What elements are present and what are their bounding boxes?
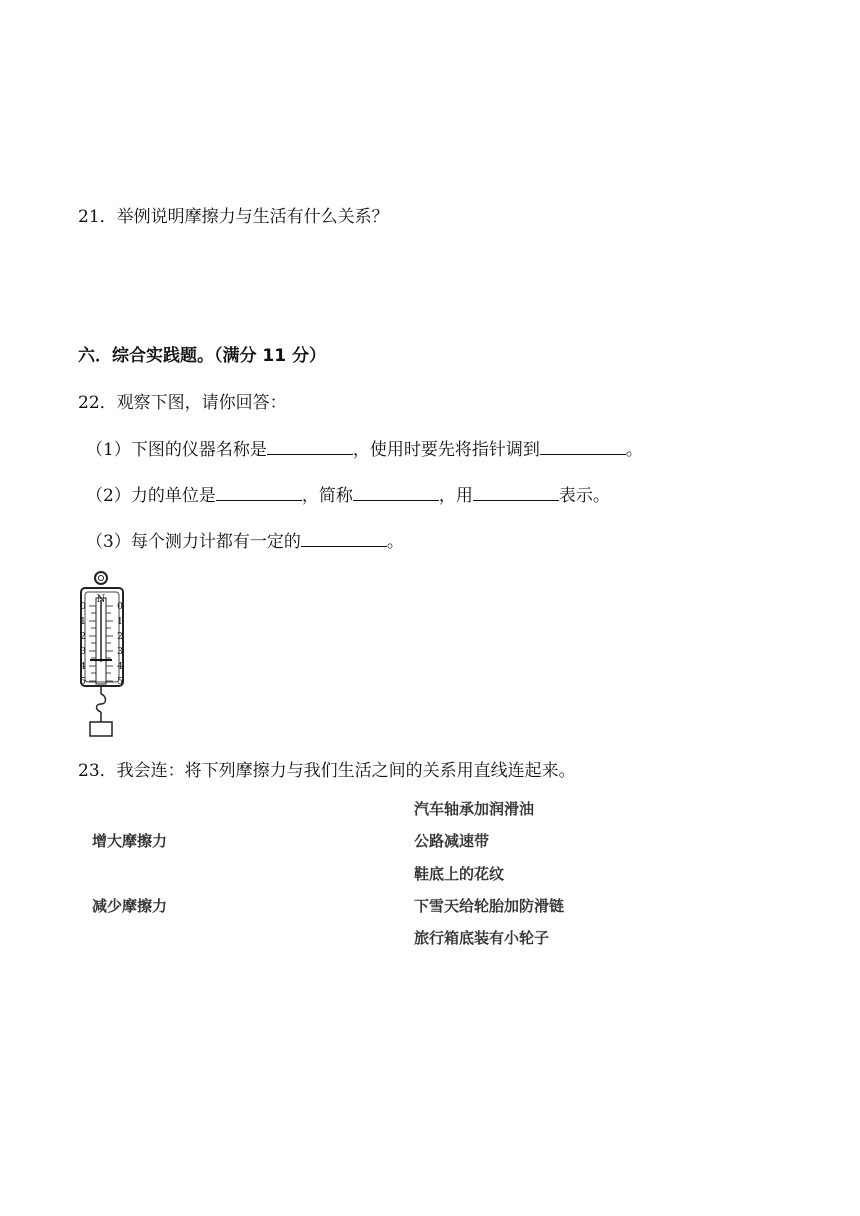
match-left-increase[interactable]: 增大摩擦力 [92,832,168,850]
part-2-text-b: ，简称 [301,486,353,506]
part-1-text-c: 。 [625,440,643,460]
tick-right-5: 5 [117,677,123,687]
tick-right-0: 0 [117,602,123,612]
question-22-part-3 [86,530,404,553]
question-23-stem [78,760,576,782]
question-21 [78,206,389,228]
tick-left-4: 4 [80,662,86,672]
answer-blank[interactable] [540,438,626,455]
spring-scale-figure [74,566,134,740]
tick-right-1: 1 [117,617,123,627]
question-21-text: 21．举例说明摩擦力与生活有什么关系？ [78,207,389,227]
tick-right-4: 4 [117,662,123,672]
question-23-stem-text: 23．我会连：将下列摩擦力与我们生活之间的关系用直线连起来。 [78,761,576,781]
match-right-item[interactable]: 鞋底上的花纹 [414,865,505,883]
question-22-stem [78,392,287,414]
match-left-decrease[interactable]: 减少摩擦力 [92,897,168,915]
answer-blank[interactable] [353,484,439,501]
match-right-item[interactable]: 旅行箱底装有小轮子 [414,929,550,947]
part-2-text-c: ，用 [438,486,473,506]
tick-left-1: 1 [80,617,86,627]
tick-left-0: 0 [80,602,86,612]
part-3-text-a: （3）每个测力计都有一定的 [86,532,301,552]
question-22-stem-text: 22．观察下图，请你回答： [78,393,287,413]
part-3-text-b: 。 [386,532,404,552]
part-2-text-d: 表示。 [558,486,610,506]
question-22-part-1 [86,438,643,461]
section-title-text: 六．综合实践题。（满分 11 分） [78,346,326,366]
section-title [78,345,326,367]
answer-blank[interactable] [473,484,559,501]
tick-right-2: 2 [117,632,123,642]
tick-left-5: 5 [80,677,86,687]
tick-left-2: 2 [80,632,86,642]
tick-right-3: 3 [117,647,123,657]
tick-left-3: 3 [80,647,86,657]
answer-blank[interactable] [267,438,353,455]
question-22-part-2 [86,484,610,507]
part-1-text-b: ，使用时要先将指针调到 [352,440,540,460]
part-1-text-a: （1）下图的仪器名称是 [86,440,267,460]
part-2-text-a: （2）力的单位是 [86,486,216,506]
match-right-item[interactable]: 下雪天给轮胎加防滑链 [414,897,565,915]
unit-label: N [96,594,106,605]
answer-blank[interactable] [216,484,302,501]
match-right-item[interactable]: 汽车轴承加润滑油 [414,800,535,818]
match-right-item[interactable]: 公路减速带 [414,832,490,850]
answer-blank[interactable] [301,530,387,547]
